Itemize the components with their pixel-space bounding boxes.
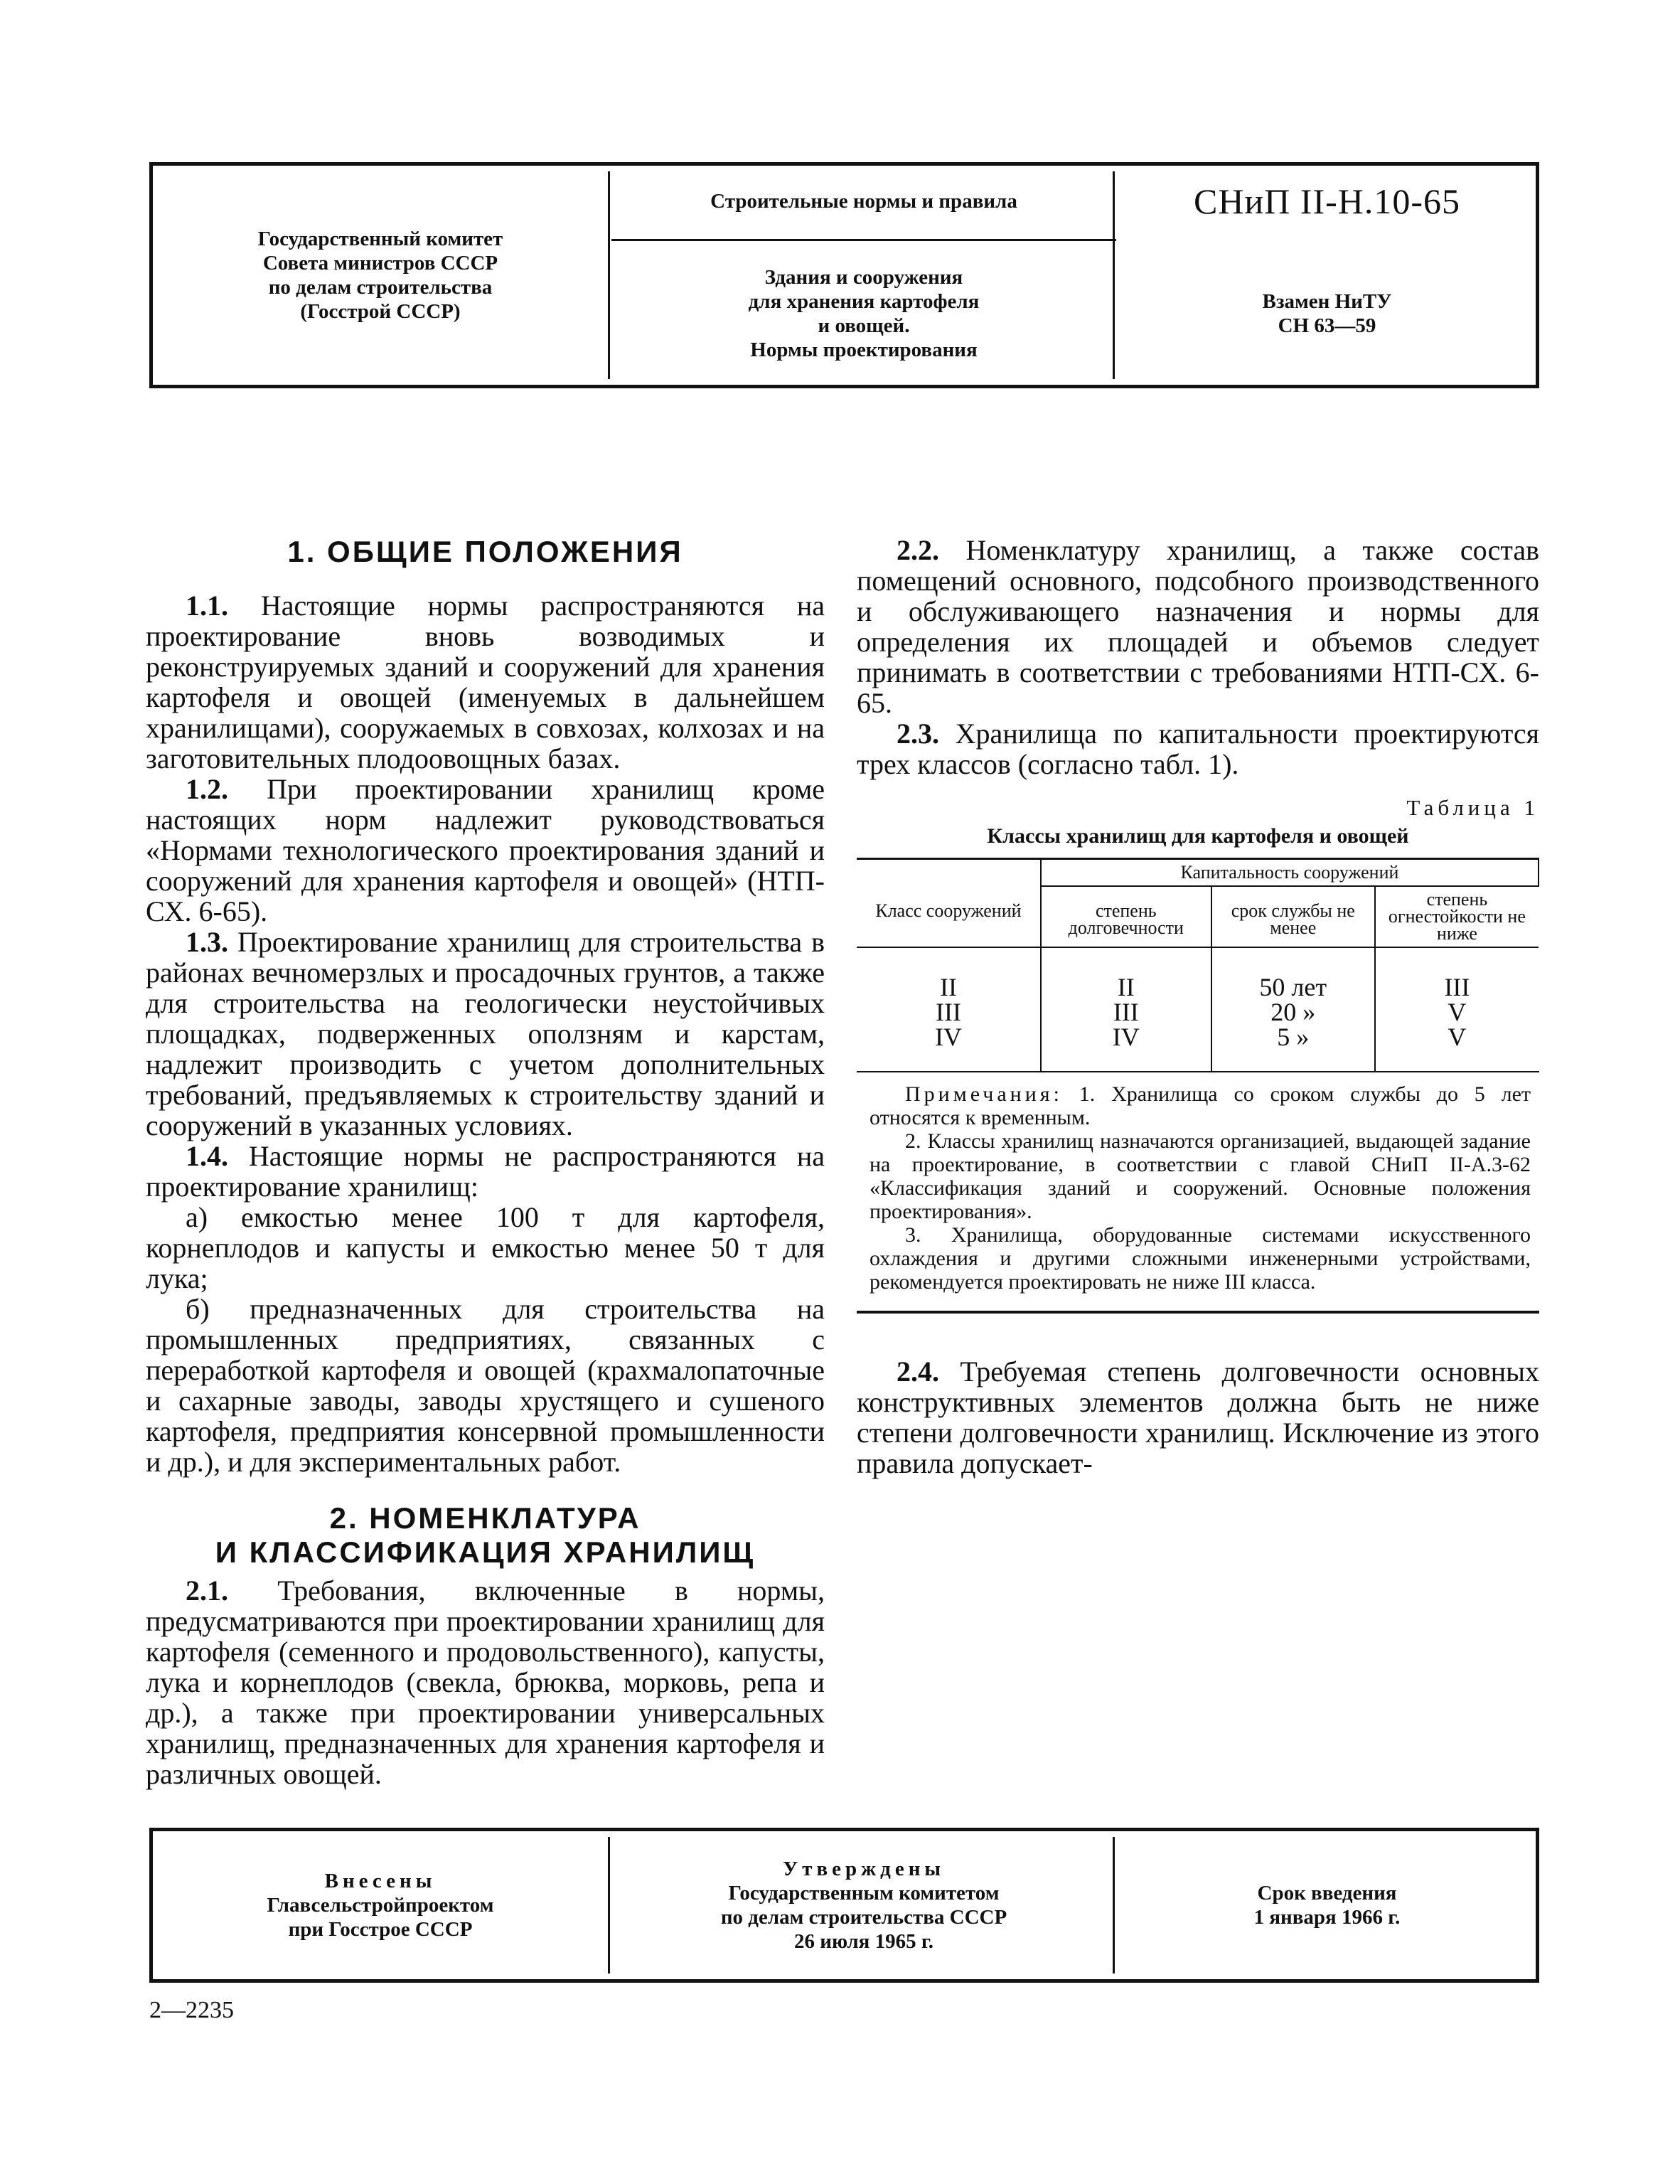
title-line: и овощей. (818, 314, 910, 337)
left-column (146, 535, 825, 1789)
table-cell: III (1375, 947, 1539, 1000)
org-line: Совета министров СССР (262, 252, 498, 275)
section-heading: И КЛАССИФИКАЦИЯ ХРАНИЛИЩ (215, 1535, 756, 1569)
divider (611, 239, 1116, 241)
paragraph-2-4: 2.4. Требуемая степень долговечности основных конструктивных элементов должна быть не ниже степени долговечности хранилищ. Исключение из этого правила допускает- (857, 1355, 1540, 1479)
table-cell: II (857, 947, 1041, 1000)
paragraph-1-4-b: б) предназначенных для строительства на промышленных предприятиях, связанных с переработкой картофеля и овощей (крахмалопаточные и сахарные заводы, заводы хрустящего и сушеного картофеля, предприятия консервной промышленности и др.), и для экспериментальных работ. (146, 1293, 825, 1478)
effective-line: 1 января 1966 г. (1253, 1906, 1401, 1929)
approved-label: Утверждены (782, 1858, 946, 1880)
table-cell: 50 лет (1211, 947, 1375, 1000)
section-heading: 1. ОБЩИЕ ПОЛОЖЕНИЯ (287, 535, 683, 568)
paragraph-2-3: 2.3. Хранилища по капитальности проектируются трех классов (согласно табл. 1). (857, 718, 1540, 780)
submitted-label: Внесены (324, 1870, 437, 1892)
title-line: для хранения картофеля (748, 290, 980, 313)
paragraph-1-3: 1.3. Проектирование хранилищ для строительства в районах вечномерзлых и просадочных грунтов, а также для строительства на геологически неустойчивых площадках, подверженных оползням и карстам, надлежит производить с учетом дополнительных требований, предъявляемых к строительству зданий и сооружений в указанных условиях. (146, 926, 825, 1141)
table-cell: 5 » (1211, 1025, 1375, 1071)
paragraph-1-4-a: а) емкостью менее 100 т для картофеля, корнеплодов и капусты и емкостью менее 50 т для лука; (146, 1201, 825, 1294)
org-line: Государственный комитет (257, 228, 503, 250)
group-header: Капитальность сооружений (1041, 859, 1539, 887)
approved-line: по делам строительства СССР (720, 1906, 1007, 1929)
column-header: срок службы не менее (1211, 886, 1375, 947)
paragraph-1-4: 1.4. Настоящие нормы не распространяются на проектирование хранилищ: (146, 1140, 825, 1203)
table-cell: V (1375, 1000, 1539, 1025)
divider (608, 1837, 610, 1973)
effective-date (1118, 1831, 1536, 1979)
title-line: Нормы проектирования (750, 339, 978, 361)
column-header: Класс сооружений (857, 859, 1041, 948)
table-title: Классы хранилищ для картофеля и овощей (987, 824, 1409, 848)
replaces-note (1118, 243, 1536, 385)
effective-line: Срок введения (1257, 1882, 1397, 1905)
table-row (857, 947, 1539, 1000)
section-heading: 2. НОМЕНКЛАТУРА (329, 1501, 641, 1535)
submitted-by (153, 1831, 608, 1979)
column-header: степень долговечности (1041, 886, 1211, 947)
footer-block (149, 1828, 1539, 1983)
approved-by (615, 1831, 1113, 1979)
column-header: степень огнестойкости не ниже (1375, 886, 1539, 947)
document-code: СНиП II-Н.10-65 (1193, 181, 1461, 221)
divider (608, 171, 610, 379)
table-caption: Таблица 1 (1406, 795, 1539, 820)
table-row (857, 1000, 1539, 1025)
table-cell: III (1041, 1000, 1211, 1025)
table-cell: 20 » (1211, 1000, 1375, 1025)
document-type: Строительные нормы и правила (710, 190, 1017, 213)
divider (1113, 1837, 1115, 1973)
replaces-line: СН 63—59 (1278, 314, 1376, 337)
table-cell: IV (857, 1025, 1041, 1071)
right-column (857, 535, 1539, 1479)
submitted-line: Главсельстройпроектом (267, 1894, 494, 1917)
submitted-line: при Госстрое СССР (288, 1918, 473, 1941)
approved-line: Государственным комитетом (728, 1882, 1000, 1905)
table-notes (857, 1071, 1539, 1314)
page-code: 2—2235 (149, 1997, 234, 2023)
document-title (615, 243, 1113, 385)
table-cell: II (1041, 947, 1211, 1000)
paragraph-2-2: 2.2. Номенклатуру хранилищ, а также состав помещений основного, подсобного производственного и обслуживающего назначения и нормы для определения их площадей и объемов следует принимать в соответствии с требованиями НТП-СХ. 6-65. (857, 534, 1539, 719)
note-2: 2. Классы хранилищ назначаются организацией, выдающей задание на проектирование, в соответствии с главой СНиП II-А.3-62 «Классификация зданий и сооружений. Основные положения проектирования». (870, 1129, 1531, 1223)
paragraph-1-1: 1.1. Настоящие нормы распространяются на проектирование вновь возводимых и реконструируемых зданий и сооружений для хранения картофеля и овощей (именуемых в дальнейшем хранилищами), сооружаемых в совхозах, колхозах и на заготовительных плодоовощных базах. (146, 590, 825, 774)
org-line: (Госстрой СССР) (300, 300, 461, 323)
issuing-organization (153, 166, 608, 385)
title-line: Здания и сооружения (764, 266, 963, 289)
paragraph-2-1: 2.1. Требования, включенные в нормы, предусматриваются при проектировании хранилищ для картофеля (семенного и продовольственного), капусты, лука и корнеплодов (свекла, брюква, морковь, репа и др.), а также при проектировании универсальных хранилищ, предназначенных для хранения картофеля и различных овощей. (146, 1575, 825, 1790)
classes-table (857, 858, 1539, 1071)
table-cell: III (857, 1000, 1041, 1025)
approved-line: 26 июля 1965 г. (793, 1930, 933, 1953)
header-block (149, 162, 1539, 388)
table-cell: IV (1041, 1025, 1211, 1071)
table-row (857, 1025, 1539, 1071)
table-cell: V (1375, 1025, 1539, 1071)
replaces-line: Взамен НиТУ (1262, 290, 1392, 313)
note-3: 3. Хранилища, оборудованные системами искусственного охлаждения и другими сложными инженерными устройствами, рекомендуется проектировать не ниже III класса. (870, 1223, 1531, 1294)
org-line: по делам строительства (268, 276, 493, 299)
divider (1113, 171, 1115, 379)
paragraph-1-2: 1.2. При проектировании хранилищ кроме настоящих норм надлежит руководствоваться «Нормами технологического проектирования зданий и сооружений для хранения картофеля и овощей» (НТП-СХ. 6-65). (146, 773, 825, 927)
note-1: Примечания: 1. Хранилища со сроком службы до 5 лет относятся к временным. (870, 1082, 1531, 1129)
